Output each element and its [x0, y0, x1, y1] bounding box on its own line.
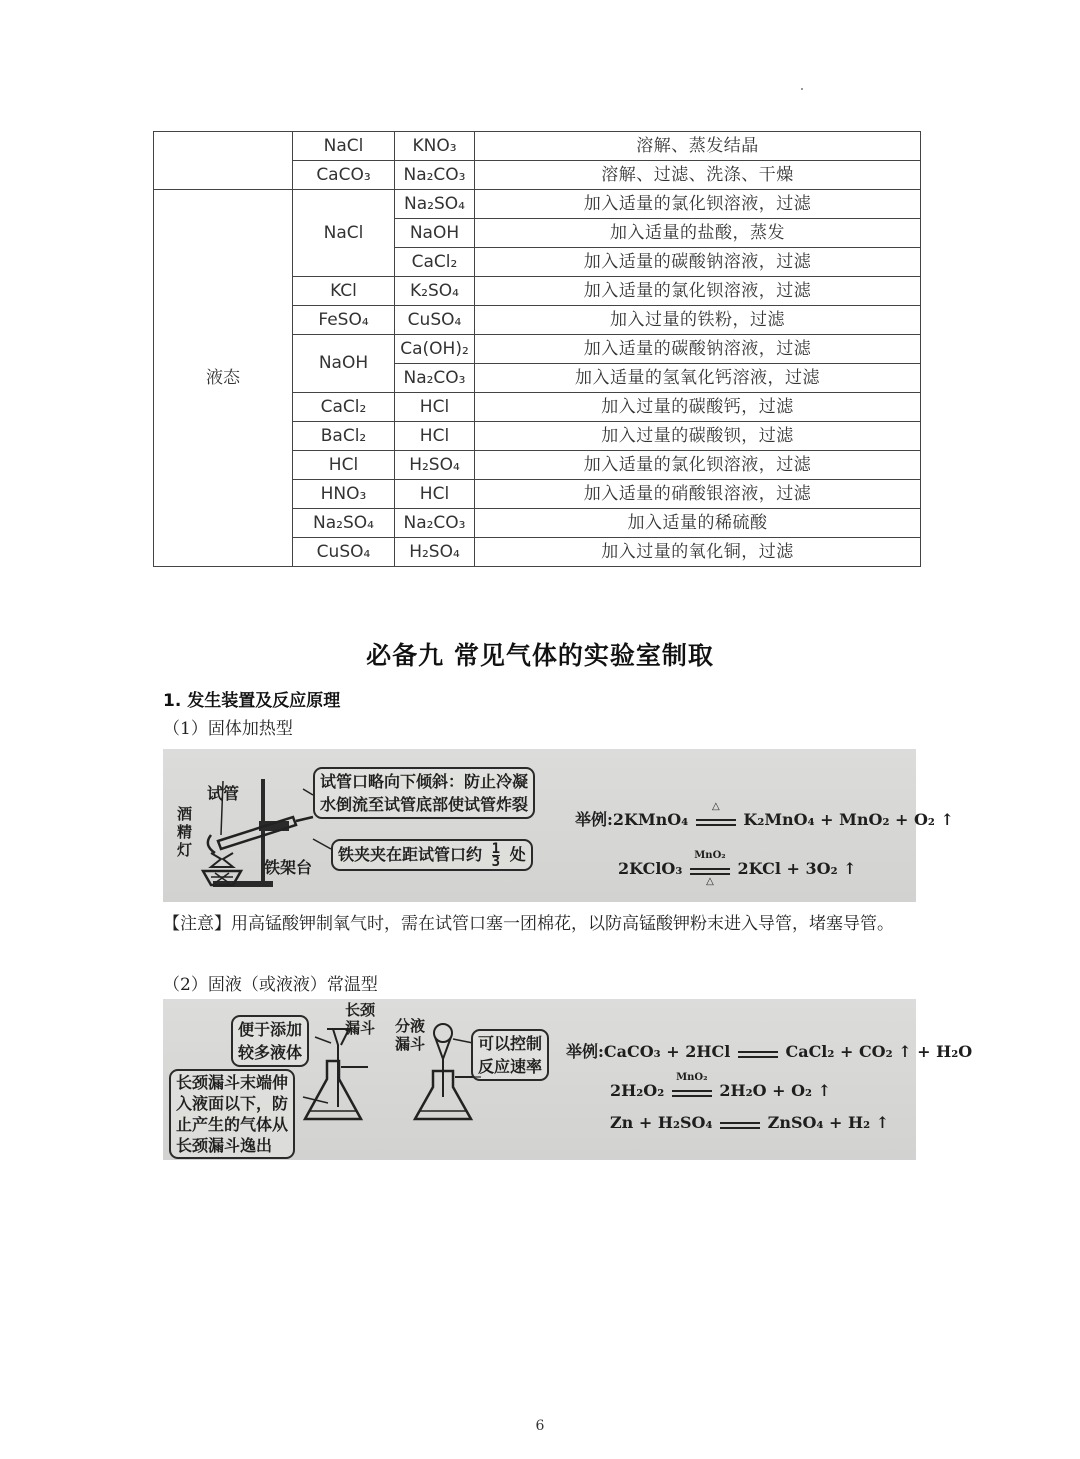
solid-liquid-apparatus-figure [163, 999, 973, 1160]
reaction-arrow: MnO₂ [672, 1083, 712, 1101]
callout-tube-tilt: 试管口略向下倾斜：防止冷凝 水倒流至试管底部使试管炸裂 [313, 767, 535, 819]
reaction-arrow: MnO₂ △ [690, 861, 730, 879]
table-row [154, 132, 921, 161]
method-cell: 加入适量的盐酸，蒸发 [475, 219, 921, 248]
method-cell: 加入适量的氯化钡溶液，过滤 [475, 277, 921, 306]
impurity-cell: Na₂SO₄ [395, 190, 475, 219]
impurity-cell: Na₂CO₃ [395, 161, 475, 190]
page-number: 6 [535, 1418, 545, 1434]
substance-cell: CaCl₂ [293, 393, 395, 422]
reaction-arrow: △ [696, 812, 736, 830]
equation-kclo3: 2KClO₃ MnO₂ △ 2KCl + 3O₂ ↑ [618, 849, 857, 887]
callout-control-rate: 可以控制 反应速率 [471, 1029, 549, 1081]
impurity-cell: Na₂CO₃ [395, 364, 475, 393]
equation-zn: Zn + H₂SO₄ ZnSO₄ + H₂ ↑ [610, 1113, 890, 1132]
substance-cell: NaCl [293, 190, 395, 277]
impurity-cell: HCl [395, 393, 475, 422]
substance-cell: BaCl₂ [293, 422, 395, 451]
substance-cell: FeSO₄ [293, 306, 395, 335]
section-title: 必备九 常见气体的实验室制取 [366, 641, 714, 670]
solid-heating-apparatus-figure [163, 749, 954, 902]
method-cell: 加入适量的氯化钡溶液，过滤 [475, 190, 921, 219]
equation-caco3: 举例:CaCO₃ + 2HCl CaCl₂ + CO₂ ↑ + H₂O [566, 1042, 973, 1061]
method-cell: 溶解、过滤、洗涤、干燥 [475, 161, 921, 190]
impurity-cell: Na₂CO₃ [395, 509, 475, 538]
label-iron-stand: 铁架台 [264, 858, 313, 877]
substance-cell: HNO₃ [293, 480, 395, 509]
substance-cell: NaOH [293, 335, 395, 393]
note-paragraph: 【注意】用高锰酸钾制氧气时，需在试管口塞一团棉花，以防高锰酸钾粉末进入导管，堵塞导管。 [163, 914, 894, 934]
label-alcohol-lamp: 酒 精 灯 [177, 805, 193, 859]
method-cell: 加入适量的稀硫酸 [475, 509, 921, 538]
label-long-neck-funnel: 长颈 漏斗 [345, 1001, 376, 1037]
substance-cell: KCl [293, 277, 395, 306]
method-cell: 加入过量的铁粉，过滤 [475, 306, 921, 335]
reaction-arrow [720, 1115, 760, 1133]
equation-kmno4: 举例:2KMnO₄ △ K₂MnO₄ + MnO₂ + O₂ ↑ [575, 800, 954, 829]
substance-cell: CuSO₄ [293, 538, 395, 567]
separation-methods-table [153, 131, 921, 567]
type1-label: （1）固体加热型 [163, 719, 293, 739]
substance-cell: NaCl [293, 132, 395, 161]
method-cell: 加入过量的碳酸钙，过滤 [475, 393, 921, 422]
impurity-cell: HCl [395, 422, 475, 451]
label-separatory-funnel: 分液 漏斗 [395, 1017, 426, 1053]
method-cell: 加入适量的碳酸钠溶液，过滤 [475, 248, 921, 277]
state-cell-liquid: 液态 [154, 190, 293, 567]
callout-funnel-tip: 长颈漏斗末端伸 入液面以下，防 止产生的气体从 长颈漏斗逸出 [169, 1069, 295, 1159]
impurity-cell: HCl [395, 480, 475, 509]
type2-label: （2）固液（或液液）常温型 [163, 975, 378, 995]
impurity-cell: K₂SO₄ [395, 277, 475, 306]
method-cell: 加入适量的氯化钡溶液，过滤 [475, 451, 921, 480]
callout-add-liquid: 便于添加 较多液体 [231, 1015, 309, 1067]
impurity-cell: H₂SO₄ [395, 451, 475, 480]
method-cell: 加入过量的碳酸钡，过滤 [475, 422, 921, 451]
method-cell: 加入适量的硝酸银溶液，过滤 [475, 480, 921, 509]
equation-h2o2: 2H₂O₂ MnO₂ 2H₂O + O₂ ↑ [610, 1071, 832, 1100]
table-row [154, 190, 921, 219]
impurity-cell: NaOH [395, 219, 475, 248]
state-cell-solid [154, 132, 293, 190]
impurity-cell: H₂SO₄ [395, 538, 475, 567]
substance-cell: Na₂SO₄ [293, 509, 395, 538]
impurity-cell: Ca(OH)₂ [395, 335, 475, 364]
impurity-cell: CuSO₄ [395, 306, 475, 335]
method-cell: 溶解、蒸发结晶 [475, 132, 921, 161]
callout-clamp-position: 铁夹夹在距试管口约 $\frac{1}{3}$ 处 [331, 839, 533, 871]
substance-cell: HCl [293, 451, 395, 480]
reaction-arrow [738, 1044, 778, 1062]
impurity-cell: CaCl₂ [395, 248, 475, 277]
impurity-cell: KNO₃ [395, 132, 475, 161]
subsection-title: 1. 发生装置及反应原理 [163, 691, 341, 711]
method-cell: 加入适量的碳酸钠溶液，过滤 [475, 335, 921, 364]
method-cell: 加入过量的氧化铜，过滤 [475, 538, 921, 567]
substance-cell: CaCO₃ [293, 161, 395, 190]
method-cell: 加入适量的氢氧化钙溶液，过滤 [475, 364, 921, 393]
label-test-tube: 试管 [207, 784, 240, 803]
scan-speck [801, 88, 803, 90]
